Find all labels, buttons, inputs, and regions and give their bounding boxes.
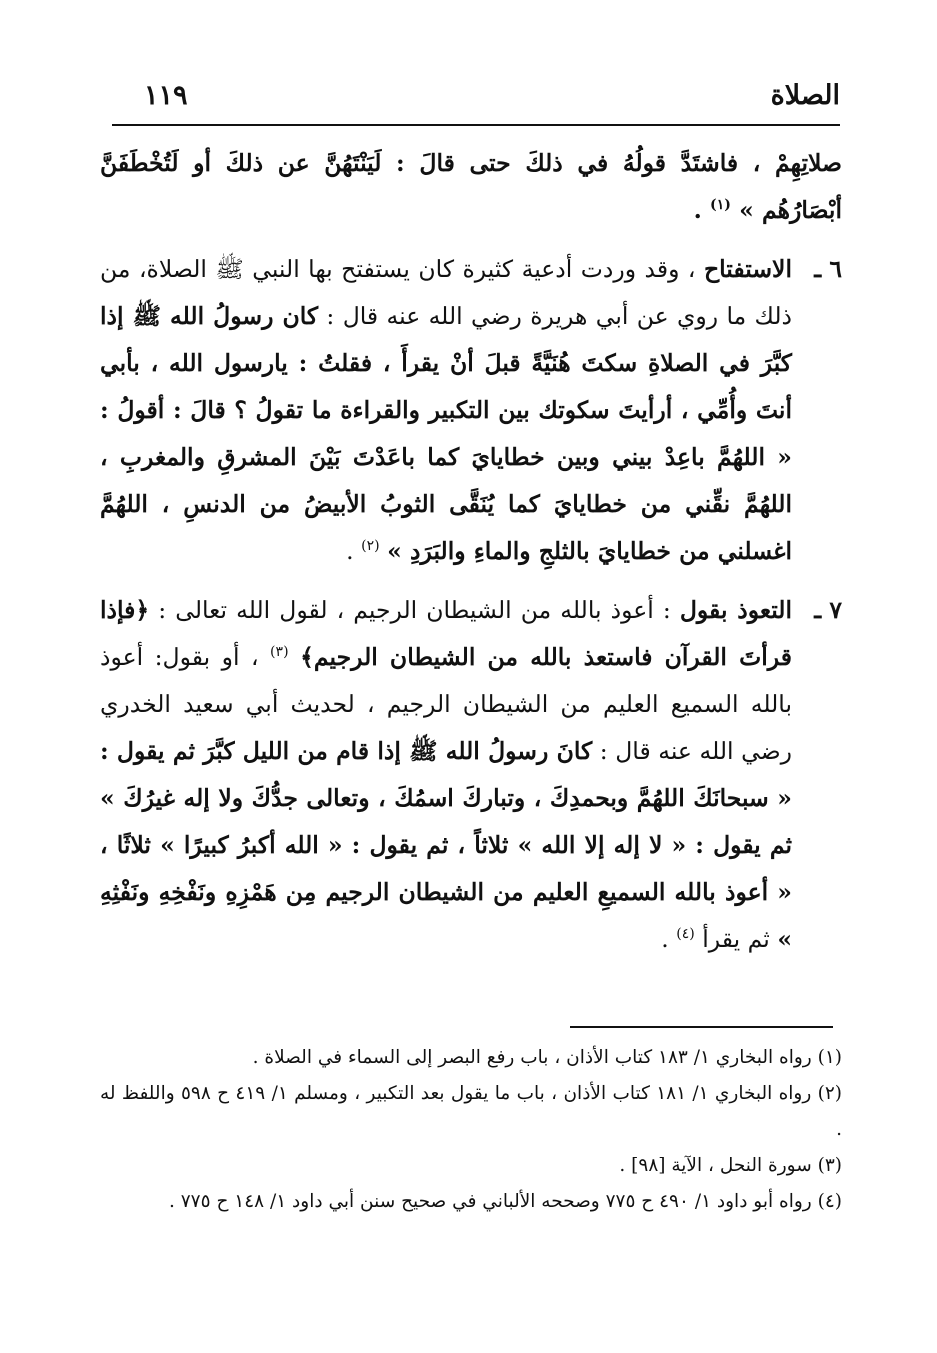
item-term-istiftah: الاستفتاح xyxy=(703,255,792,283)
item-term-taawwudh: التعوذ بقول xyxy=(679,596,792,624)
footnote-2: (٢) رواه البخاري ١/ ١٨١ كتاب الأذان ، باب ما يقول بعد التكبير ، ومسلم ١/ ٤١٩ ح ٥٩٨ واللفظ له . xyxy=(100,1083,843,1140)
quran-verse: ﴿فإذا قرأتَ القرآن فاستعذ بالله من الشيطان الرجيم﴾ xyxy=(100,596,792,671)
item-number-7: ٧ ـ xyxy=(814,596,842,624)
continued-hadith-end: . xyxy=(693,196,711,224)
item-6-end: . xyxy=(346,537,362,565)
item-7-text-2: ، أو بقول: أعوذ بالله السميع العليم من الشيطان الرجيم ، لحديث أبي سعيد الخدري رضي الله عنه قال : xyxy=(100,643,792,765)
item-taawwudh xyxy=(100,587,842,963)
footnote-ref-4: (٤) xyxy=(676,926,695,943)
item-istiftah xyxy=(100,246,842,575)
footnote-1: (١) رواه البخاري ١/ ١٨٣ كتاب الأذان ، باب رفع البصر إلى السماء في الصلاة . xyxy=(252,1047,842,1068)
item-6-text: ، وقد وردت أدعية كثيرة كان يستفتح بها النبي ﷺ الصلاة، من ذلك ما روي عن أبي هريرة رضي الله عنه قال : xyxy=(100,255,792,330)
footnote-ref-3: (٣) xyxy=(270,644,289,661)
continued-hadith-text: صلاتِهِمْ ، فاشتَدَّ قولُهُ في ذلكَ حتى قالَ : لَيَنْتَهُنَّ عن ذلكَ أو لَتُخْطَفَنَّ أبْصَارُهُم » xyxy=(100,149,842,224)
header-rule xyxy=(112,124,840,126)
footnote-ref-2: (٢) xyxy=(361,538,380,555)
running-title: الصلاة xyxy=(770,80,840,111)
page-number: ١١٩ xyxy=(144,80,188,111)
footnote-separator xyxy=(570,1026,833,1028)
footnotes xyxy=(100,1040,842,1220)
item-7-hadith: كانَ رسولُ الله ﷺ إذا قام من الليل كبَّرَ ثم يقول : « سبحانَكَ اللهُمَّ وبحمدِكَ ، وتباركَ اسمُكَ ، وتعالى جدُّكَ ولا إله غيرُكَ » ثم يقول : « لا إله إلا الله » ثلاثاً ، ثم يقول : « الله أكبرُ كبيرًا » ثلاثًا ، « أعوذ بالله السميعِ العليم من الشيطان الرجيم مِن هَمْزِهِ ونَفْخِهِ ونَفْثِهِ » xyxy=(100,737,792,953)
main-text xyxy=(100,140,842,963)
footnote-3: (٣) سورة النحل ، الآية [٩٨] . xyxy=(619,1155,842,1176)
item-number-6: ٦ ـ xyxy=(814,255,842,283)
page-header xyxy=(112,76,840,120)
footnote-4: (٤) رواه أبو داود ١/ ٤٩٠ ح ٧٧٥ وصححه الألباني في صحيح سنن أبي داود ١/ ١٤٨ ح ٧٧٥ . xyxy=(168,1191,842,1212)
footnote-ref-1: (١) xyxy=(710,197,731,214)
item-7-end: . xyxy=(661,925,677,953)
item-7-text-3: ثم يقرأ xyxy=(702,925,778,953)
continued-hadith xyxy=(100,140,842,234)
item-7-text: : أعوذ بالله من الشيطان الرجيم ، لقول الله تعالى : xyxy=(149,596,680,624)
item-6-hadith: كان رسولُ الله ﷺ إذا كبَّرَ في الصلاةِ سكتَ هُنَيَّةً قبلَ أنْ يقرأَ ، فقلتُ : يارسول الله ، بأبي أنتَ وأُمِّي ، أرأيتَ سكوتك بين التكبير والقراءة ما تقولُ ؟ قالَ : أقولُ : « اللهُمَّ باعِدْ بيني وبين خطايايَ كما باعَدْتَ بَيْنَ المشرقِ والمغربِ ، اللهُمَّ نقِّني من خطايايَ كما يُنَقَّى الثوبُ الأبيضُ من الدنسِ ، اللهُمَّ اغسلني من خطايايَ بالثلجِ والماءِ والبَرَدِ » xyxy=(100,302,792,565)
